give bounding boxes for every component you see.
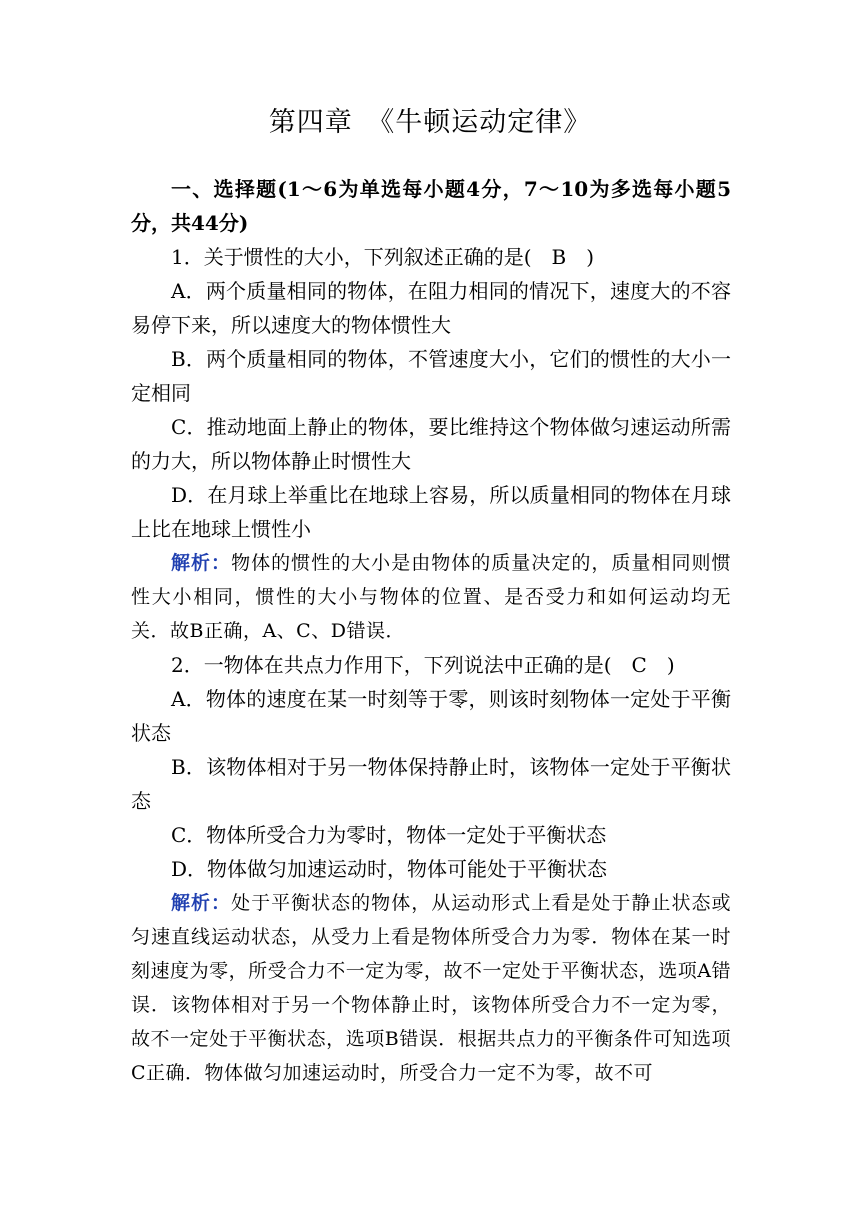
question-2-option-b: B．该物体相对于另一物体保持静止时，该物体一定处于平衡状态 bbox=[131, 755, 731, 813]
chapter-title: 第四章 《牛顿运动定律》 bbox=[268, 107, 592, 138]
question-1-analysis bbox=[131, 546, 731, 648]
question-2-option-c: C．物体所受合力为零时，物体一定处于平衡状态 bbox=[171, 823, 607, 847]
question-2-option-d: D．物体做匀加速运动时，物体可能处于平衡状态 bbox=[171, 857, 608, 881]
question-2-option-a: A．物体的速度在某一时刻等于零，则该时刻物体一定处于平衡状态 bbox=[131, 687, 731, 745]
analysis-label: 解析： bbox=[171, 892, 232, 914]
section-heading: 一、选择题(1～6为单选每小题4分，7～10为多选每小题5分，共44分) bbox=[131, 177, 731, 235]
question-2-stem: 2．一物体在共点力作用下，下列说法中正确的是( C ) bbox=[171, 653, 675, 677]
question-2-analysis bbox=[131, 886, 731, 1090]
analysis-label: 解析： bbox=[171, 552, 232, 574]
question-1-option-a: A．两个质量相同的物体，在阻力相同的情况下，速度大的不容易停下来，所以速度大的物体惯性大 bbox=[131, 279, 731, 337]
analysis-text: 物体的惯性的大小是由物体的质量决定的，质量相同则惯性大小相同，惯性的大小与物体的位置、是否受力和如何运动均无关．故B正确，A、C、D错误． bbox=[131, 552, 731, 642]
analysis-text: 处于平衡状态的物体，从运动形式上看是处于静止状态或匀速直线运动状态，从受力上看是物体所受合力为零．物体在某一时刻速度为零，所受合力不一定为零，故不一定处于平衡状态，选项A错误．该物体相对于另一个物体静止时，该物体所受合力不一定为零，故不一定处于平衡状态，选项B错误．根据共点力的平衡条件可知选项C正确．物体做匀加速运动时，所受合力一定不为零，故不可 bbox=[131, 892, 731, 1084]
question-1-option-c: C．推动地面上静止的物体，要比维持这个物体做匀速运动所需的力大，所以物体静止时惯性大 bbox=[131, 415, 731, 473]
question-1-stem: 1．关于惯性的大小，下列叙述正确的是( B ) bbox=[171, 245, 595, 269]
content-body bbox=[131, 172, 731, 1090]
question-1-option-d: D．在月球上举重比在地球上容易，所以质量相同的物体在月球上比在地球上惯性小 bbox=[131, 483, 731, 541]
question-1-option-b: B．两个质量相同的物体，不管速度大小，它们的惯性的大小一定相同 bbox=[131, 347, 731, 405]
